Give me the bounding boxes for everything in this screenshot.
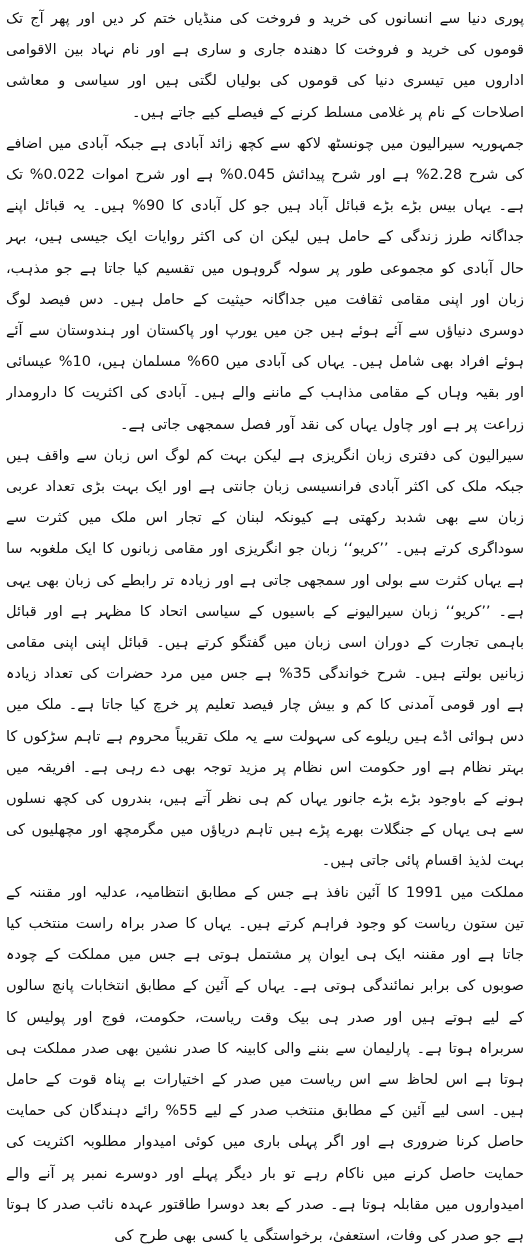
- document-page: [6, 4, 524, 1258]
- paragraph-slave-trade: پوری دنیا سے انسانوں کی خرید و فروخت کی منڈیاں ختم کر دیں اور پھر آج تک قوموں کی خرید و فروخت کا دھندہ جاری و ساری ہے اور نام نہاد بین الاقوامی اداروں میں تیسری دنیا کی قوموں کی بولیاں لگتی ہیں اور سیاسی و معاشی اصلاحات کے نام پر غلامی مسلط کرنے کے فیصلے کیے جاتے ہیں۔: [6, 11, 524, 121]
- paragraph-constitution: مملکت میں 1991 کا آئین نافذ ہے جس کے مطابق انتظامیہ، عدلیہ اور مقننہ کے تین ستون ریاست کو وجود فراہم کرتے ہیں۔ یہاں کا صدر براہ راست منتخب کیا جاتا ہے اور مقننہ ایک ہی ایوان پر مشتمل ہوتی ہے جس میں مملکت کے چودہ صوبوں کی برابر نمائندگی ہوتی ہے۔ یہاں کے آئین کے مطابق انتخابات پانچ سالوں کے لیے ہوتے ہیں اور صدر ہی بیک وقت ریاست، حکومت، فوج اور پولیس کا سربراہ ہوتا ہے۔ پارلیمان سے بننے والی کابینہ کا صدر نشین بھی صدر مملکت ہی ہوتا ہے اس لحاظ سے اس ریاست میں صدر کے اختیارات بے پناہ قوت کے حامل ہیں۔ اسی لیے آئین کے مطابق منتخب صدر کے لیے 55% رائے دہندگان کی حمایت حاصل کرنا ضروری ہے اور اگر پہلی باری میں کوئی امیدوار مطلوبہ اکثریت کی حمایت حاصل کرنے میں ناکام رہے تو بار دیگر پہلے اور دوسرے نمبر پر آنے والے امیدواروں میں مقابلہ ہوتا ہے۔ صدر کے بعد دوسرا طاقتور عہدہ نائب صدر کا ہوتا ہے جو صدر کی وفات، استعفیٰ، برخواستگی یا کسی بھی طرح کی: [6, 884, 524, 1244]
- paragraph-population: جمہوریہ سیرالیون میں چونسٹھ لاکھ سے کچھ زائد آبادی ہے جبکہ آبادی میں اضافے کی شرح 2.28% ہے اور شرح پیدائش 0.045% ہے اور شرح اموات 0.022% تک ہے۔ یہاں بیس بڑے بڑے قبائل آباد ہیں جو کل آبادی کا 90% ہیں۔ یہ قبائل اپنے جداگانہ طرز زندگی کے حامل ہیں لیکن ان کی اکثر روایات ایک جیسی ہیں، بہر حال آبادی کو مجموعی طور پر سولہ گروہوں میں تقسیم کیا جاتا ہے جو مذہب، زبان اور اپنی مقامی ثقافت میں جداگانہ حیثیت کے حامل ہیں۔ دس فیصد لوگ دوسری دنیاؤں سے آئے ہوئے ہیں جن میں یورپ اور پاکستان اور ہندوستان سے آئے ہوئے افراد بھی شامل ہیں۔ یہاں کی آبادی میں 60% مسلمان ہیں، 10% عیسائی اور بقیہ وہاں کے مقامی مذاہب کے ماننے والے ہیں۔ آبادی کی اکثریت کا دارومدار زراعت پر ہے اور چاول یہاں کی نقد آور فصل سمجھی جاتی ہے۔: [6, 135, 524, 433]
- paragraph-language: سیرالیون کی دفتری زبان انگریزی ہے لیکن بہت کم لوگ اس زبان سے واقف ہیں جبکہ ملک کی اکثر آبادی فرانسیسی زبان جانتی ہے اور ایک بہت بڑی تعداد عربی زبان سے بھی شدبد رکھتی ہے کیونکہ لبنان کے تجار اس ملک میں کثرت سے سوداگری کرتے ہیں۔ ’’کریو‘‘ زبان جو انگریزی اور مقامی زبانوں کا ایک ملغوبہ سا ہے یہاں کثرت سے بولی اور سمجھی جاتی ہے اور زیادہ تر رابطے کی زبان بھی یہی ہے۔ ’’کریو‘‘ زبان سیرالیونے کے باسیوں کے سیاسی اتحاد کا مظہر ہے اور قبائل باہمی تجارت کے دوران اسی زبان میں گفتگو کرتے ہیں۔ قبائل اپنی اپنی مقامی زبانیں بولتے ہیں۔ شرح خواندگی 35% ہے جس میں مرد حضرات کی تعداد زیادہ ہے اور قومی آمدنی کا کم و بیش چار فیصد تعلیم پر خرچ کیا جاتا ہے۔ ملک میں دس ہوائی اڈے ہیں ریلوے کی سہولت سے یہ ملک تقریباً محروم ہے تاہم سڑکوں کا بہتر نظام ہے اور حکومت اس نظام پر مزید توجہ بھی دے رہی ہے۔ افریقہ میں ہونے کے باوجود بڑے بڑے جانور یہاں کم ہی نظر آتے ہیں، بندروں کی کچھ نسلوں سے ہی یہاں کے جنگلات بھرے پڑے ہیں تاہم دریاؤں میں مگرمچھ اور مچھلیوں کی بہت لذیذ اقسام پائی جاتی ہیں۔: [6, 447, 524, 870]
